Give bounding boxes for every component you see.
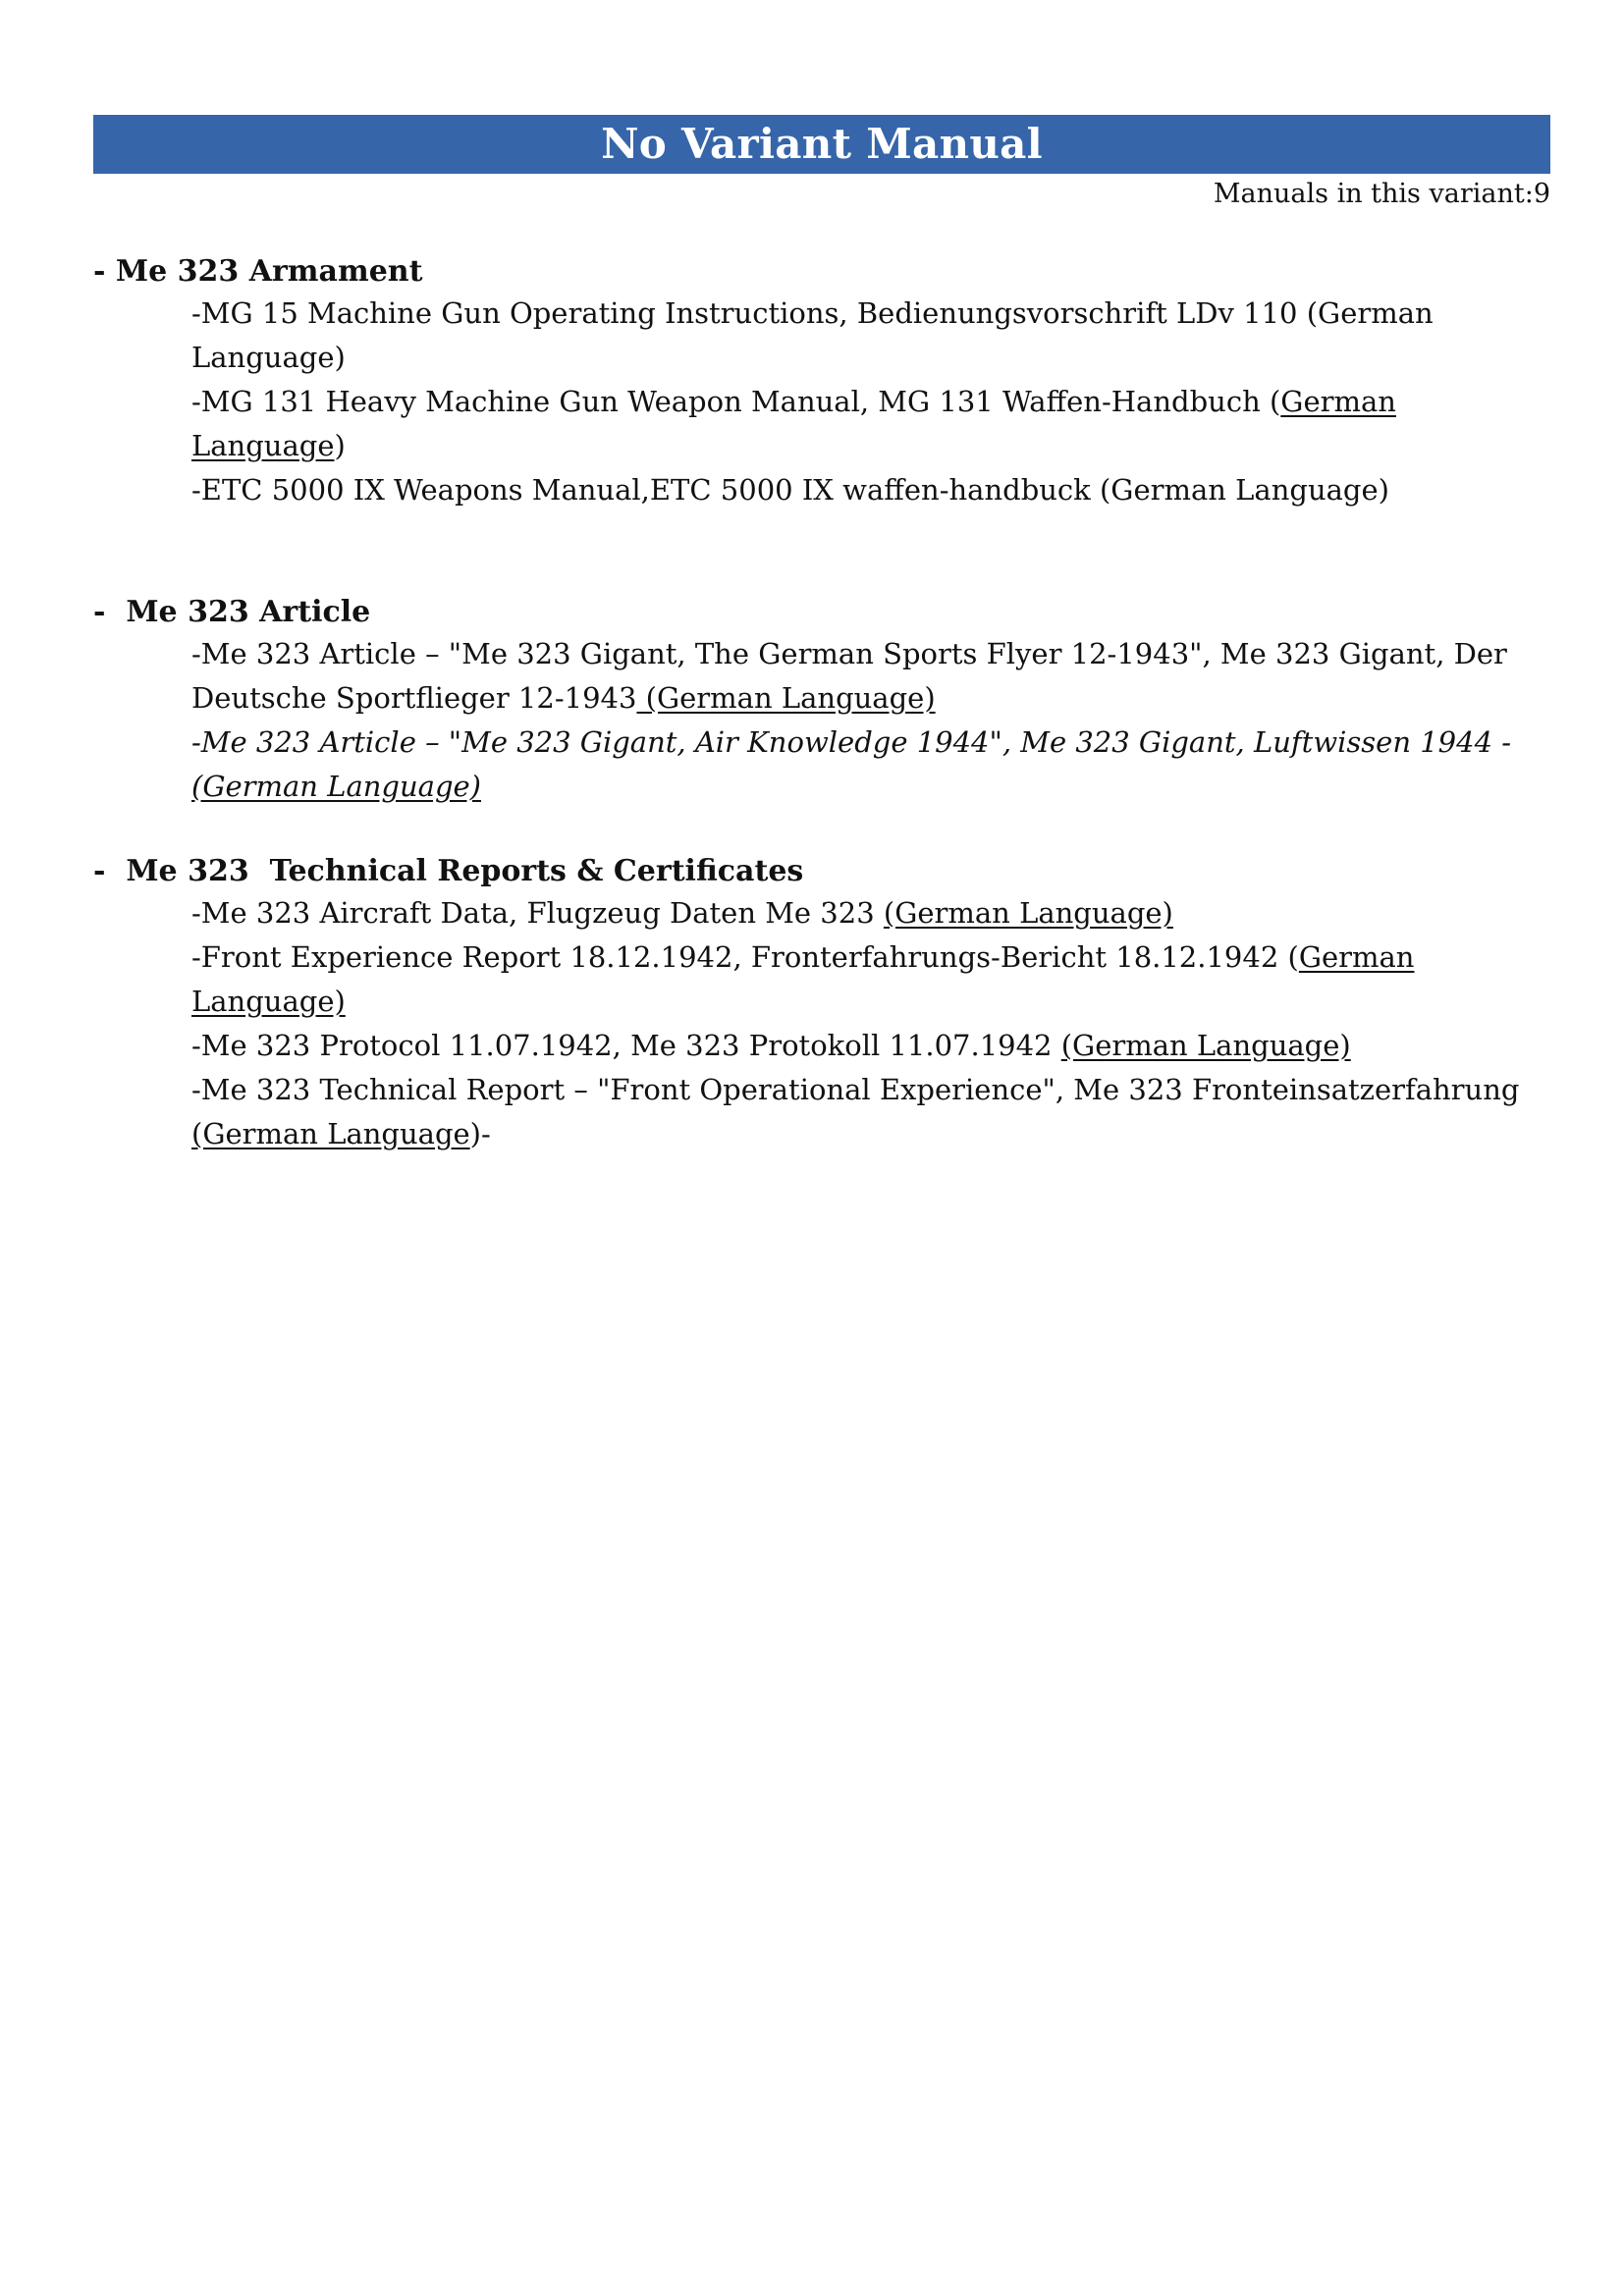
- section-technical-reports: [93, 852, 1550, 1156]
- page-title: No Variant Manual: [93, 115, 1550, 174]
- item-text: -Me 323 Article – "Me 323 Gigant, Air Knowledge 1944", Me 323 Gigant, Luftwissen 1944 -: [191, 725, 1512, 759]
- item-text: -ETC 5000 IX Weapons Manual,ETC 5000 IX waffen-handbuck (German Language): [191, 473, 1389, 507]
- language-link[interactable]: (German Language): [191, 770, 481, 803]
- list-item[interactable]: [191, 632, 1541, 721]
- language-link[interactable]: German Language: [191, 385, 1396, 462]
- item-text: -MG 131 Heavy Machine Gun Weapon Manual, MG 131 Waffen-Handbuch (: [191, 385, 1281, 418]
- language-link[interactable]: German Language): [191, 940, 1415, 1018]
- list-item[interactable]: [191, 292, 1541, 380]
- item-text-after: ): [334, 429, 346, 462]
- item-text: -Me 323 Aircraft Data, Flugzeug Daten Me 323: [191, 896, 884, 930]
- list-item[interactable]: [191, 1068, 1541, 1156]
- item-text: -Me 323 Article – "Me 323 Gigant, The German Sports Flyer 12-1943", Me 323 Gigant, Der Deutsche Sportflieger 12-1943: [191, 637, 1507, 715]
- language-link[interactable]: (German Language): [883, 896, 1173, 930]
- item-text-after: )-: [469, 1117, 491, 1150]
- list-item[interactable]: [191, 1024, 1541, 1068]
- language-link[interactable]: (German Language): [1060, 1029, 1351, 1062]
- list-item[interactable]: [191, 468, 1541, 512]
- list-item[interactable]: [191, 935, 1541, 1024]
- item-text: -MG 15 Machine Gun Operating Instructions, Bedienungsvorschrift LDv 110 (German Language): [191, 296, 1434, 374]
- section-heading: - Me 323 Armament: [93, 254, 423, 289]
- list-item[interactable]: [191, 380, 1541, 468]
- section-armament: [93, 252, 1550, 512]
- language-link[interactable]: (German Language): [636, 681, 936, 715]
- section-article: [93, 593, 1550, 809]
- item-text: -Front Experience Report 18.12.1942, Fronterfahrungs-Bericht 18.12.1942 (: [191, 940, 1299, 974]
- list-item[interactable]: [191, 721, 1541, 809]
- item-text: -Me 323 Technical Report – "Front Operational Experience", Me 323 Fronteinsatzerfahrung: [191, 1073, 1520, 1106]
- item-text: -Me 323 Protocol 11.07.1942, Me 323 Protokoll 11.07.1942: [191, 1029, 1061, 1062]
- section-heading: - Me 323 Article: [93, 595, 371, 629]
- list-item[interactable]: [191, 891, 1541, 935]
- section-heading: - Me 323 Technical Reports & Certificates: [93, 854, 804, 888]
- document-page: [93, 115, 1550, 1156]
- language-link[interactable]: (German Language: [191, 1117, 470, 1150]
- manual-count: Manuals in this variant:9: [1213, 179, 1550, 209]
